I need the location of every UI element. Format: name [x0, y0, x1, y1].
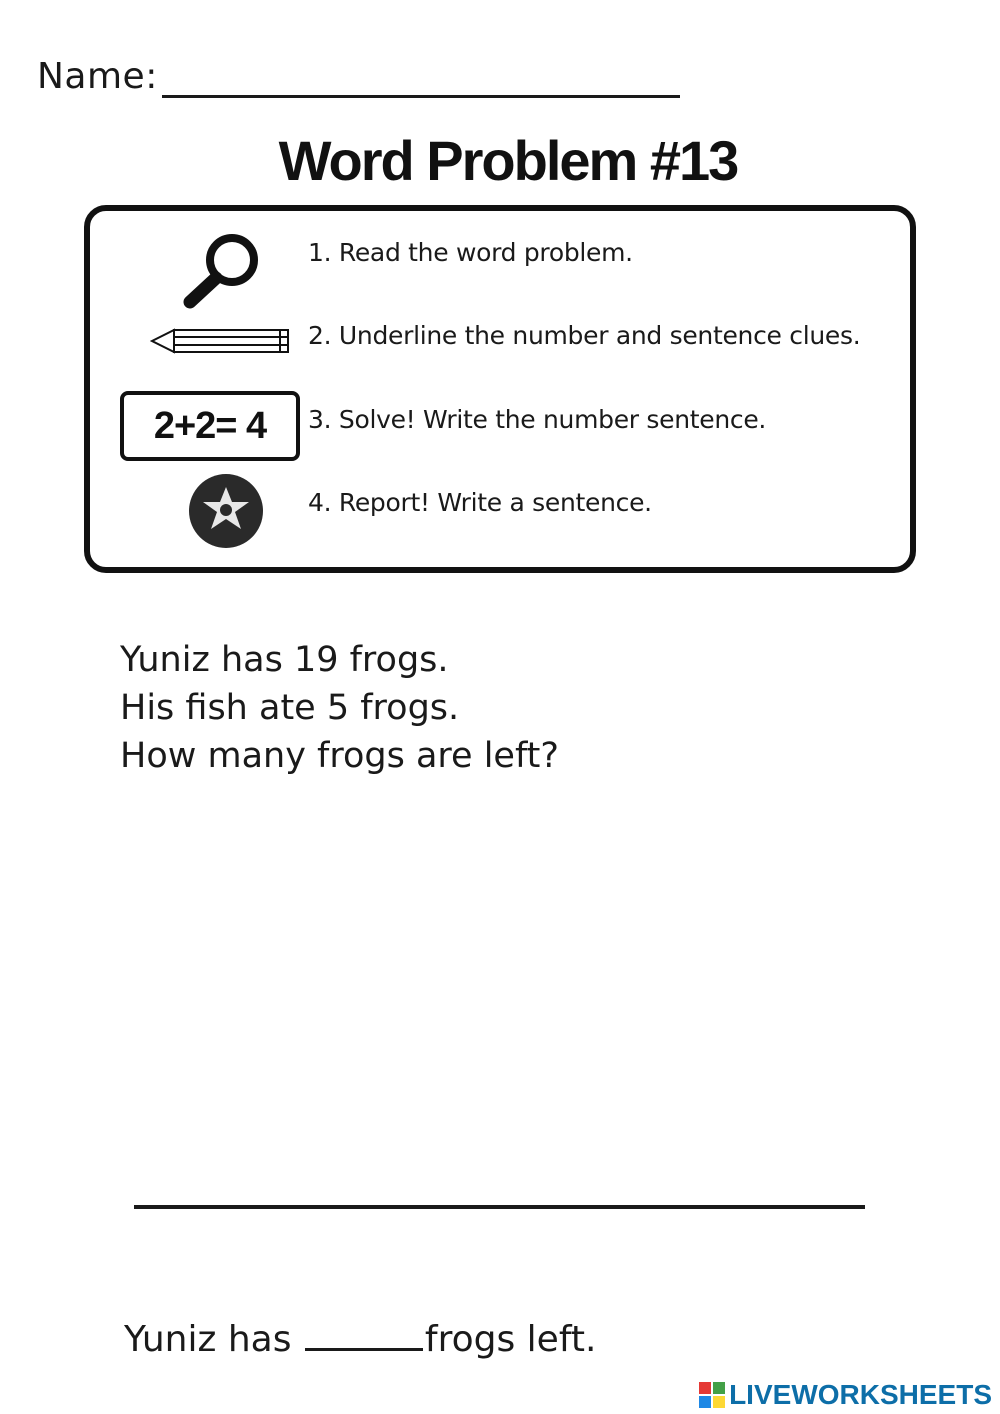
liveworksheets-logo: [699, 1378, 992, 1412]
name-line[interactable]: [162, 95, 680, 98]
answer-prefix: Yuniz has: [124, 1319, 292, 1360]
worksheet-title: Word Problem #13: [278, 129, 738, 192]
answer-blank[interactable]: [305, 1318, 423, 1351]
problem-line-2: His fish ate 5 frogs.: [120, 688, 460, 728]
step-1-text: 1. Read the word problem.: [308, 238, 633, 267]
number-sentence-line[interactable]: [134, 1205, 865, 1209]
answer-suffix: frogs left.: [424, 1319, 597, 1360]
logo-text: LIVEWORKSHEETS: [729, 1379, 992, 1410]
equation-icon: 2+2= 4: [120, 391, 300, 461]
step-2-text: 2. Underline the number and sentence clues.: [308, 321, 861, 350]
pencil-icon: [150, 326, 292, 356]
sheriff-badge-icon: [187, 472, 265, 550]
problem-line-3: How many frogs are left?: [120, 736, 559, 776]
step-4-text: 4. Report! Write a sentence.: [308, 488, 652, 517]
step-3-text: 3. Solve! Write the number sentence.: [308, 405, 767, 434]
answer-sentence: [124, 1318, 596, 1360]
logo-mark-icon: [699, 1382, 725, 1408]
problem-line-1: Yuniz has 19 frogs.: [120, 640, 449, 680]
name-label: Name:: [37, 56, 158, 97]
magnifying-glass-icon: [180, 232, 264, 310]
